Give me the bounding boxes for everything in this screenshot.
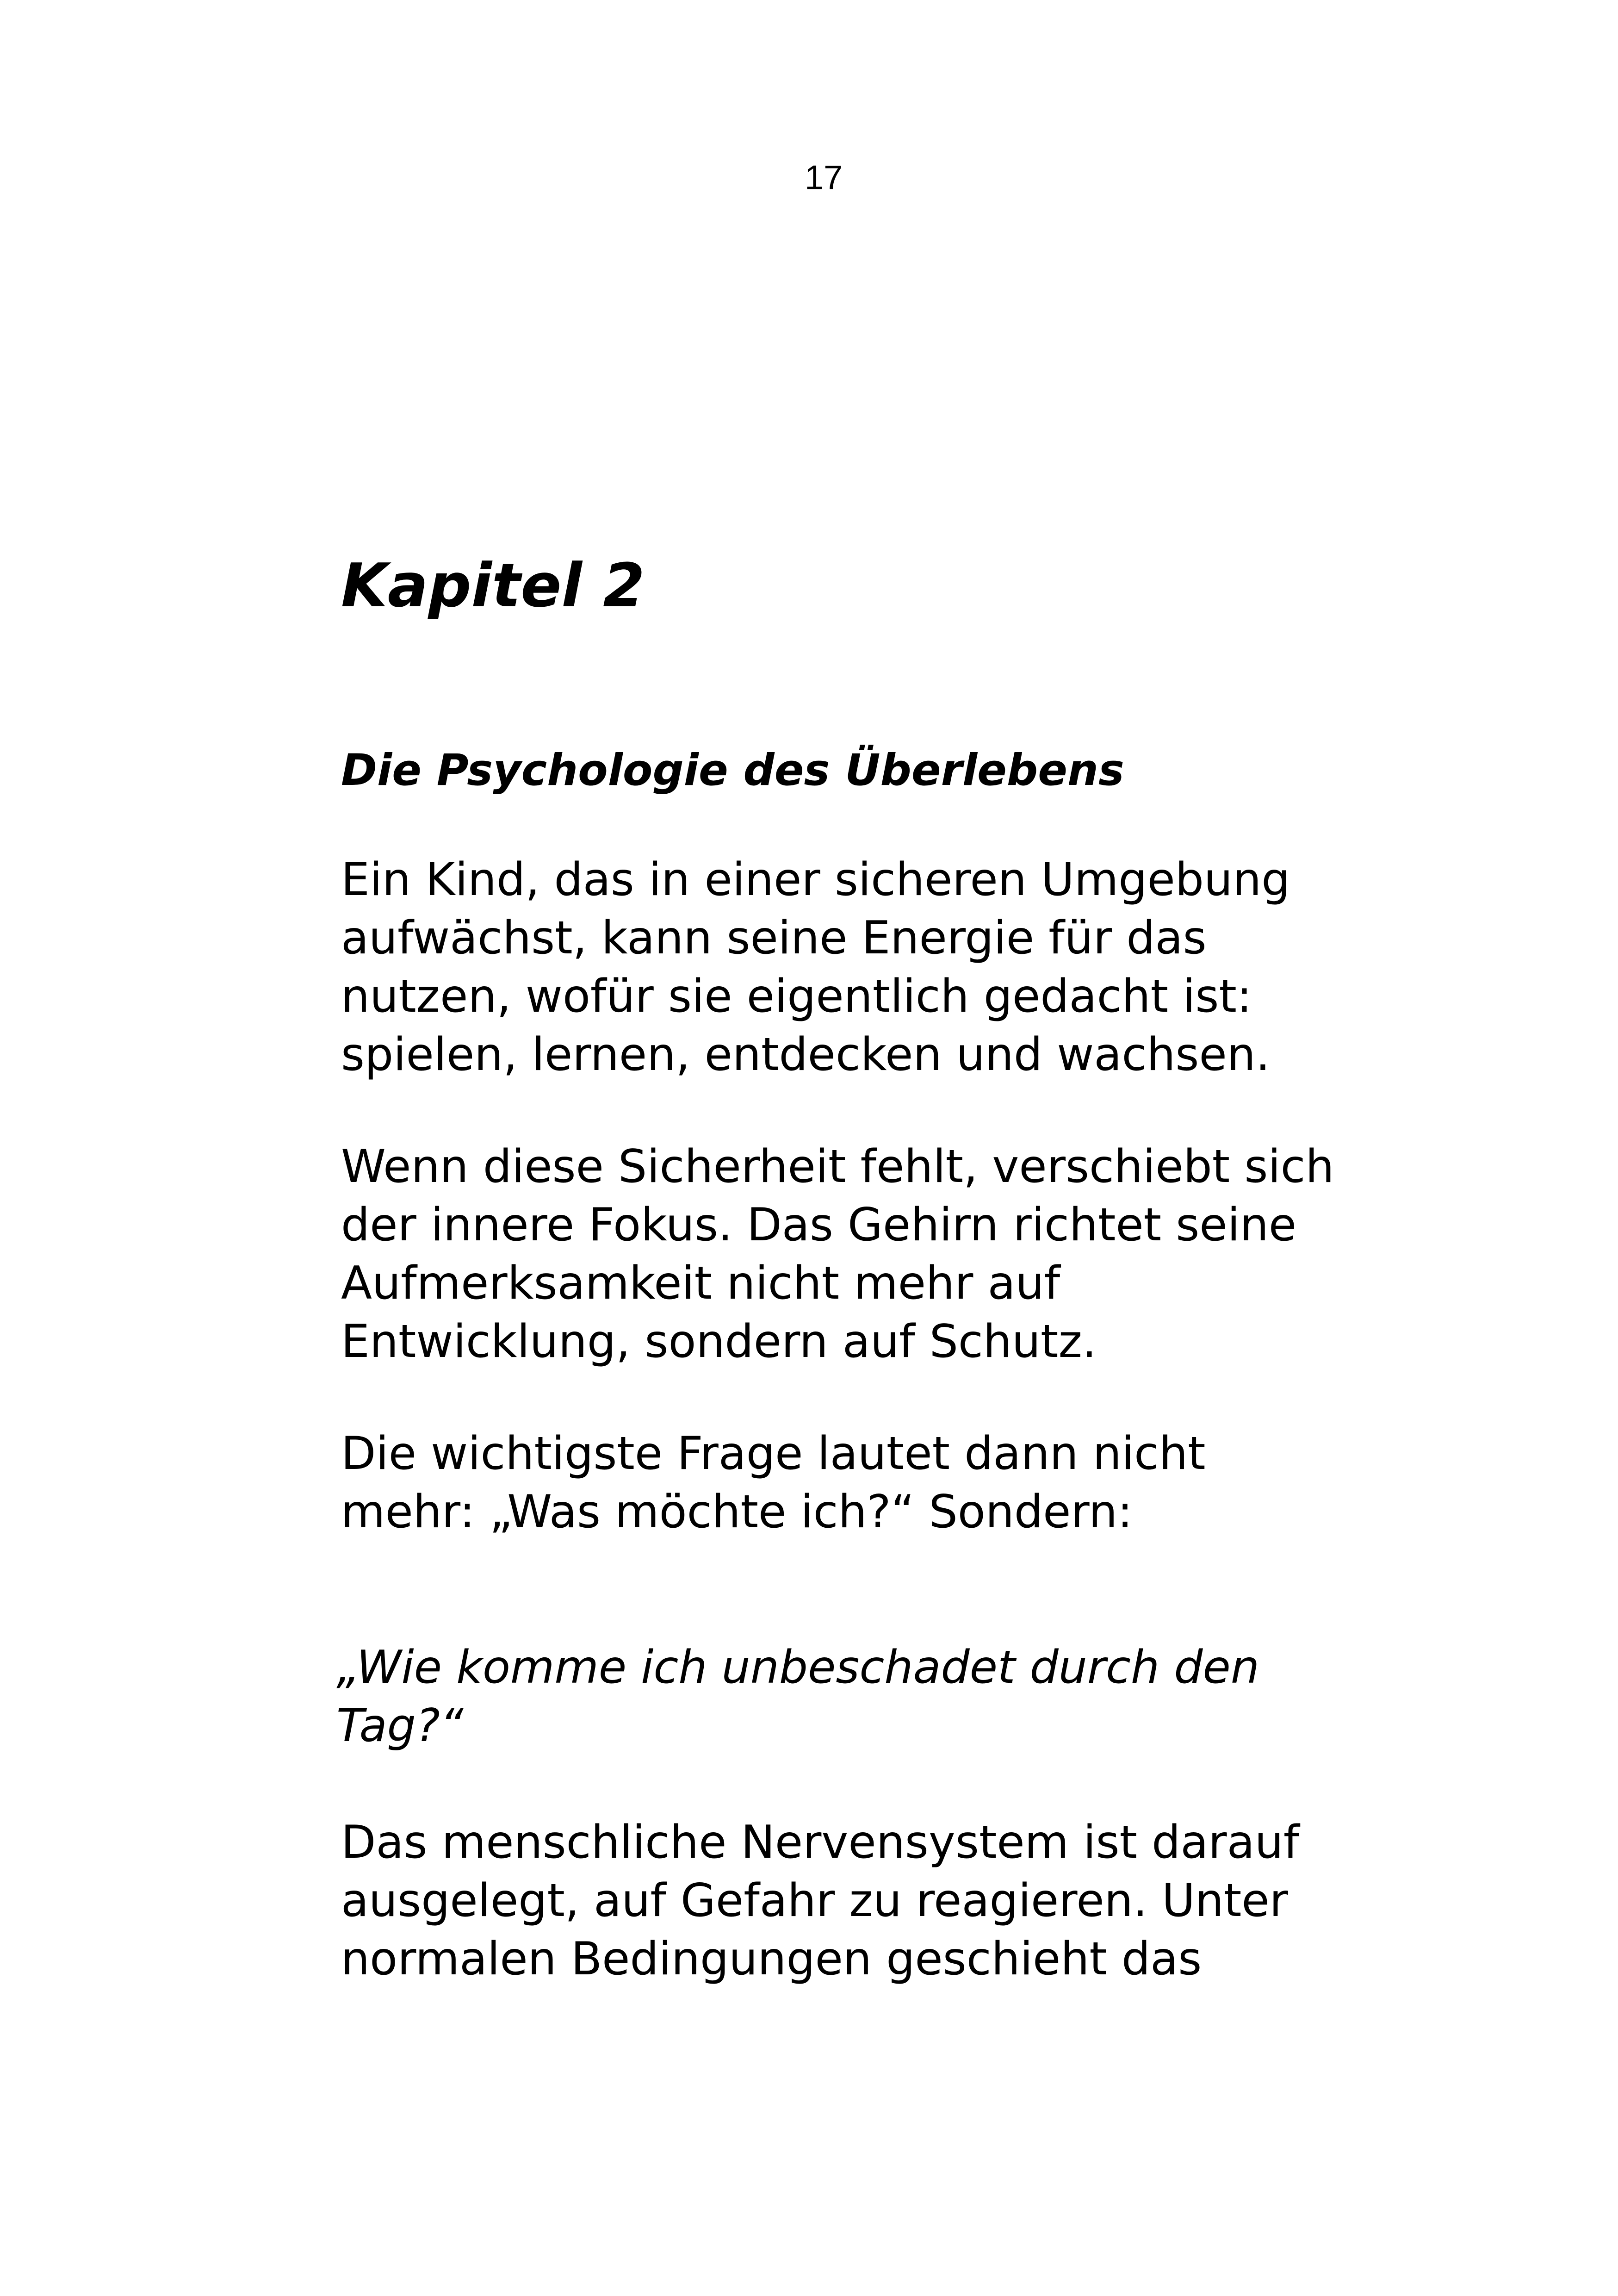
paragraph-1 — [341, 851, 1290, 1084]
paragraph-line: Entwicklung, sondern auf Schutz. — [341, 1315, 1097, 1368]
paragraph-line: Die wichtigste Frage lautet dann nicht — [341, 1427, 1206, 1480]
paragraph-5 — [341, 1813, 1299, 1988]
paragraph-line: mehr: „Was möchte ich?“ Sondern: — [341, 1486, 1133, 1538]
paragraph-line: aufwächst, kann seine Energie für das — [341, 912, 1207, 964]
page-number: 17 — [804, 158, 843, 197]
paragraph-line: spielen, lernen, entdecken und wachsen. — [341, 1028, 1271, 1081]
paragraph-2 — [341, 1138, 1334, 1371]
paragraph-line: normalen Bedingungen geschieht das — [341, 1933, 1202, 1985]
paragraph-line: ausgelegt, auf Gefahr zu reagieren. Unter — [341, 1874, 1288, 1927]
section-title: Die Psychologie des Überlebens — [341, 745, 1124, 796]
paragraph-line: der innere Fokus. Das Gehirn richtet seine — [341, 1199, 1297, 1251]
paragraph-line: Das menschliche Nervensystem ist darauf — [341, 1816, 1300, 1869]
paragraph-line: Wenn diese Sicherheit fehlt, verschiebt sich — [341, 1140, 1334, 1193]
chapter-title: Kapitel 2 — [341, 550, 645, 621]
paragraph-line: Ein Kind, das in einer sicheren Umgebung — [341, 853, 1290, 906]
paragraph-line: Aufmerksamkeit nicht mehr auf — [341, 1257, 1060, 1310]
paragraph-3 — [341, 1425, 1206, 1541]
paragraph-line: nutzen, wofür sie eigentlich gedacht ist: — [341, 970, 1252, 1023]
quote-line: „Wie komme ich unbeschadet durch den — [336, 1641, 1259, 1694]
quote-paragraph — [336, 1638, 1259, 1755]
quote-line: Tag?“ — [336, 1699, 464, 1752]
